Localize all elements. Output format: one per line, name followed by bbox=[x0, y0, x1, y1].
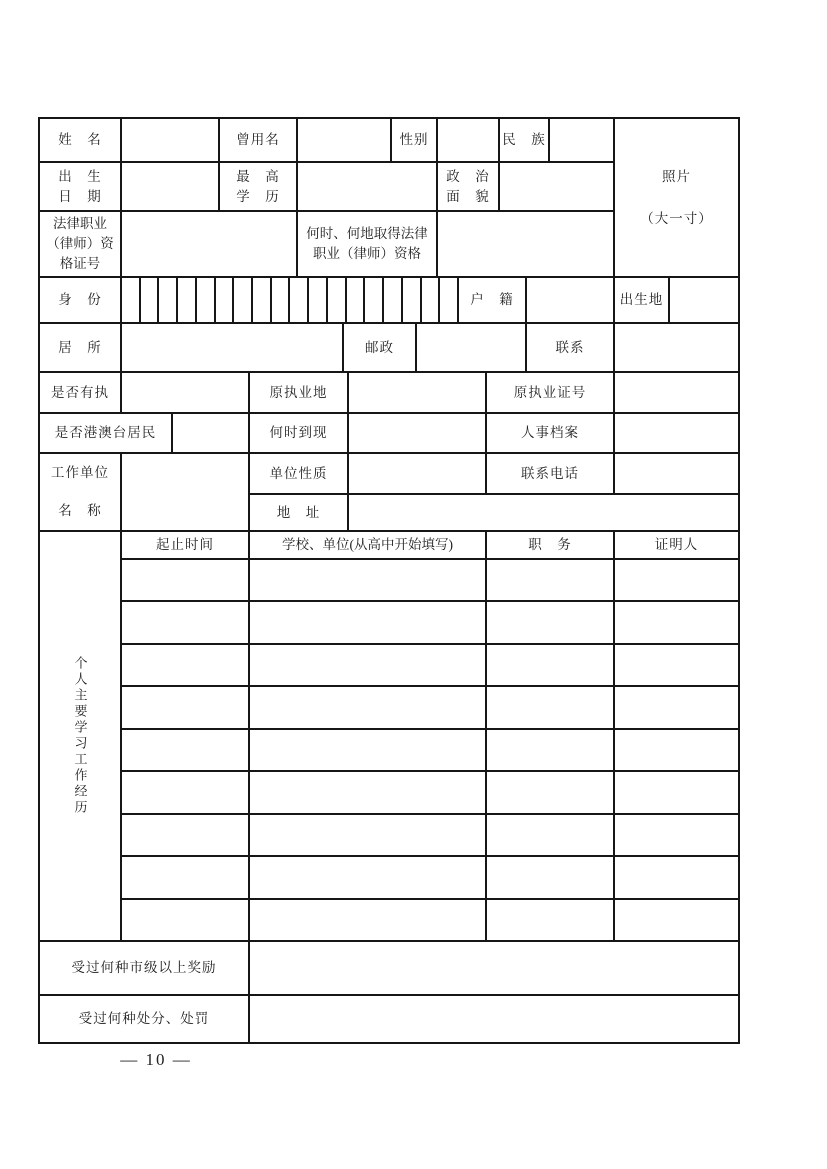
residence-label-cell bbox=[40, 324, 122, 373]
awards-label-cell bbox=[40, 942, 250, 996]
punishments-field-cell bbox=[250, 996, 740, 1044]
experience-cell bbox=[122, 560, 250, 602]
id-digit-cell bbox=[253, 278, 272, 324]
id-digit-cell bbox=[403, 278, 422, 324]
id-digit-cell bbox=[309, 278, 328, 324]
experience-cell bbox=[615, 602, 740, 644]
id-digit-cell bbox=[159, 278, 178, 324]
id-digit-cell bbox=[122, 278, 141, 324]
label-text: 民 族 bbox=[502, 132, 546, 147]
contact-phone-field-cell bbox=[615, 454, 740, 495]
contact-field-cell bbox=[615, 324, 740, 373]
birth-date-label-cell bbox=[40, 163, 122, 212]
label-text: 姓 名 bbox=[58, 132, 102, 147]
experience-cell bbox=[487, 857, 615, 899]
experience-cell bbox=[487, 815, 615, 857]
label-text: 最 高 bbox=[236, 168, 280, 184]
has-practice-label-cell bbox=[40, 373, 122, 414]
id-digit-cell bbox=[328, 278, 347, 324]
experience-cell bbox=[122, 730, 250, 772]
awards-field-cell bbox=[250, 942, 740, 996]
label-text: 原执业地 bbox=[269, 384, 328, 400]
experience-cell bbox=[250, 857, 487, 899]
photo-label: 照片 bbox=[662, 168, 691, 184]
work-unit-name-label-cell bbox=[40, 454, 122, 532]
experience-cell bbox=[487, 602, 615, 644]
experience-cell bbox=[615, 730, 740, 772]
id-digit-cell bbox=[141, 278, 160, 324]
ethnicity-label-cell bbox=[500, 119, 550, 163]
residence-field-cell bbox=[122, 324, 344, 373]
label-text: 格证号 bbox=[59, 256, 101, 271]
label-text: 面 貌 bbox=[446, 188, 490, 204]
label-text: 曾用名 bbox=[236, 132, 280, 147]
column-header-text: 起止时间 bbox=[156, 537, 214, 552]
name-field-cell bbox=[122, 119, 220, 163]
experience-cell bbox=[250, 645, 487, 687]
label-text: 人事档案 bbox=[521, 425, 579, 440]
experience-cell bbox=[122, 602, 250, 644]
column-header-text: 职 务 bbox=[528, 537, 572, 552]
label-text: 户 籍 bbox=[470, 292, 514, 307]
label-text: 名 称 bbox=[58, 503, 102, 518]
id-digit-cell bbox=[178, 278, 197, 324]
political-status-field-cell bbox=[500, 163, 615, 212]
legal-cert-no-field-cell bbox=[122, 212, 298, 278]
experience-cell bbox=[250, 900, 487, 942]
legal-cert-no-label-cell bbox=[40, 212, 122, 278]
experience-section-label-cell bbox=[40, 532, 122, 942]
id-label-cell bbox=[40, 278, 122, 324]
label-text: 学 历 bbox=[236, 188, 280, 204]
experience-cell bbox=[122, 857, 250, 899]
experience-grid bbox=[122, 560, 740, 942]
experience-cell bbox=[250, 602, 487, 644]
birthplace-label-cell bbox=[615, 278, 670, 324]
experience-cell bbox=[250, 687, 487, 729]
column-header-text: 证明人 bbox=[654, 537, 699, 552]
label-text: 出 生 bbox=[58, 168, 102, 184]
label-text: 性别 bbox=[399, 132, 429, 147]
when-to-present-field-cell bbox=[349, 414, 487, 454]
experience-cell bbox=[615, 560, 740, 602]
contact-label-cell bbox=[527, 324, 615, 373]
experience-cell bbox=[122, 772, 250, 814]
id-digit-strip bbox=[122, 278, 459, 324]
label-text: 受过何种市级以上奖励 bbox=[71, 960, 217, 975]
label-text: 日 期 bbox=[58, 188, 102, 204]
label-text: 身 份 bbox=[58, 292, 102, 307]
id-digit-cell bbox=[347, 278, 366, 324]
page-number: — 10 — bbox=[120, 1050, 192, 1069]
label-text: 联系 bbox=[555, 339, 585, 355]
id-digit-cell bbox=[234, 278, 253, 324]
experience-header-school-cell bbox=[250, 532, 487, 560]
experience-cell bbox=[122, 815, 250, 857]
label-text: 联系电话 bbox=[521, 465, 579, 481]
label-text: 邮政 bbox=[365, 339, 394, 355]
when-to-present-label-cell bbox=[250, 414, 349, 454]
label-text: 何时、何地取得法律 bbox=[306, 226, 428, 241]
label-text: 居 所 bbox=[58, 339, 102, 355]
ethnicity-field-cell bbox=[550, 119, 615, 163]
label-text: 是否港澳台居民 bbox=[54, 425, 157, 440]
experience-cell bbox=[487, 687, 615, 729]
experience-header-period-cell bbox=[122, 532, 250, 560]
column-header-text: 学校、单位(从高中开始填写) bbox=[282, 537, 453, 552]
personnel-file-label-cell bbox=[487, 414, 615, 454]
address-label-cell bbox=[250, 495, 349, 532]
experience-cell bbox=[615, 900, 740, 942]
postal-field-cell bbox=[417, 324, 527, 373]
political-status-label-cell bbox=[438, 163, 500, 212]
id-digit-cell bbox=[216, 278, 235, 324]
experience-cell bbox=[487, 772, 615, 814]
experience-cell bbox=[250, 730, 487, 772]
label-text: 职业（律师）资格 bbox=[313, 246, 421, 261]
id-digit-cell bbox=[365, 278, 384, 324]
birthplace-field-cell bbox=[670, 278, 740, 324]
education-field-cell bbox=[298, 163, 438, 212]
hmt-resident-field-cell bbox=[173, 414, 250, 454]
label-text: （律师）资 bbox=[46, 236, 114, 251]
label-text: 何时到现 bbox=[269, 425, 328, 440]
household-field-cell bbox=[527, 278, 615, 324]
experience-cell bbox=[250, 560, 487, 602]
orig-practice-cert-label-cell bbox=[487, 373, 615, 414]
experience-cell bbox=[615, 772, 740, 814]
label-text: 单位性质 bbox=[269, 465, 328, 481]
id-digit-cell bbox=[422, 278, 441, 324]
former-name-label-cell bbox=[220, 119, 298, 163]
personnel-file-field-cell bbox=[615, 414, 740, 454]
experience-section-vertical-label: 个人主要学习工作经历 bbox=[72, 656, 88, 816]
label-text: 地 址 bbox=[276, 504, 321, 520]
punishments-label-cell bbox=[40, 996, 250, 1044]
postal-label-cell bbox=[344, 324, 417, 373]
unit-nature-label-cell bbox=[250, 454, 349, 495]
id-digit-cell bbox=[384, 278, 403, 324]
photo-cell bbox=[615, 119, 740, 278]
experience-cell bbox=[615, 815, 740, 857]
orig-practice-place-label-cell bbox=[250, 373, 349, 414]
label-text: 受过何种处分、处罚 bbox=[78, 1011, 210, 1026]
experience-header-position-cell bbox=[487, 532, 615, 560]
contact-phone-label-cell bbox=[487, 454, 615, 495]
experience-cell bbox=[122, 645, 250, 687]
gender-label-cell bbox=[392, 119, 438, 163]
label-text: 政 治 bbox=[446, 168, 490, 184]
birth-date-field-cell bbox=[122, 163, 220, 212]
name-label-cell bbox=[40, 119, 122, 163]
id-digit-cell bbox=[440, 278, 459, 324]
household-label-cell bbox=[459, 278, 527, 324]
experience-cell bbox=[122, 687, 250, 729]
experience-cell bbox=[487, 645, 615, 687]
orig-practice-place-field-cell bbox=[349, 373, 487, 414]
experience-cell bbox=[615, 857, 740, 899]
label-text: 原执业证号 bbox=[513, 384, 587, 400]
experience-cell bbox=[487, 730, 615, 772]
label-text: 出生地 bbox=[619, 292, 664, 307]
id-digit-cell bbox=[197, 278, 216, 324]
registration-form-table bbox=[38, 117, 740, 1044]
experience-cell bbox=[250, 772, 487, 814]
gender-field-cell bbox=[438, 119, 500, 163]
experience-cell bbox=[122, 900, 250, 942]
experience-cell bbox=[487, 560, 615, 602]
label-text: 法律职业 bbox=[53, 216, 107, 231]
acquire-qualification-field-cell bbox=[438, 212, 615, 278]
hmt-resident-label-cell bbox=[40, 414, 173, 454]
acquire-qualification-label-cell bbox=[298, 212, 438, 278]
former-name-field-cell bbox=[298, 119, 392, 163]
work-unit-name-field-cell bbox=[122, 454, 250, 532]
has-practice-field-cell bbox=[122, 373, 250, 414]
experience-cell bbox=[487, 900, 615, 942]
education-label-cell bbox=[220, 163, 298, 212]
id-digit-cell bbox=[290, 278, 309, 324]
experience-cell bbox=[250, 815, 487, 857]
experience-cell bbox=[615, 687, 740, 729]
experience-cell bbox=[615, 645, 740, 687]
id-digit-cell bbox=[272, 278, 291, 324]
address-field-cell bbox=[349, 495, 740, 532]
unit-nature-field-cell bbox=[349, 454, 487, 495]
label-text: 工作单位 bbox=[51, 465, 109, 480]
experience-header-reference-cell bbox=[615, 532, 740, 560]
photo-size-label: （大一寸） bbox=[640, 210, 713, 226]
label-text: 是否有执 bbox=[51, 384, 109, 400]
orig-practice-cert-field-cell bbox=[615, 373, 740, 414]
